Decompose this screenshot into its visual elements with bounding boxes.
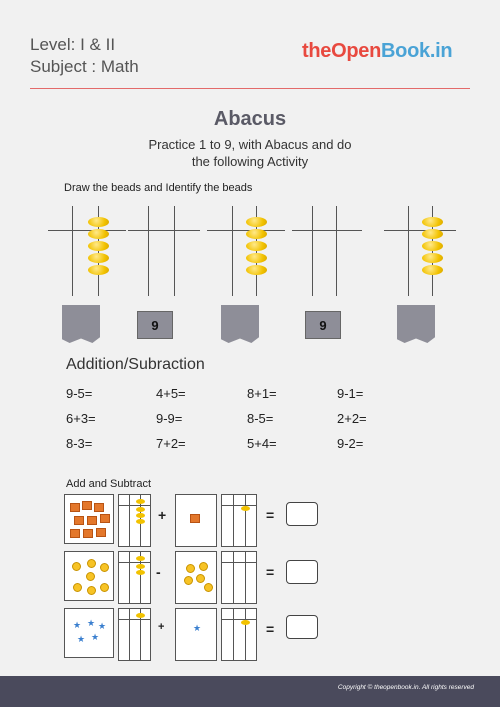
subject-label: Subject : Math bbox=[30, 57, 139, 76]
abacus-card-value: 9 bbox=[137, 311, 173, 339]
addition-heading: Addition/Subraction bbox=[66, 356, 205, 373]
minus-operator: - bbox=[156, 564, 161, 580]
logo: theOpenBook.in bbox=[302, 40, 453, 62]
equation: 9-1= bbox=[337, 386, 364, 401]
footer-bar bbox=[0, 676, 500, 707]
plus-operator: + bbox=[158, 507, 167, 523]
page-title: Abacus bbox=[213, 108, 287, 130]
equation: 4+5= bbox=[156, 386, 186, 401]
add-subtract-heading: Add and Subtract bbox=[66, 478, 152, 490]
header-divider bbox=[30, 88, 470, 89]
equation: 9-5= bbox=[66, 386, 93, 401]
equals-sign: = bbox=[266, 507, 275, 523]
answer-box[interactable] bbox=[286, 502, 318, 526]
page-header bbox=[30, 34, 139, 78]
plus-operator: + bbox=[158, 621, 165, 633]
equals-sign: = bbox=[266, 621, 275, 637]
equation: 9-2= bbox=[337, 436, 364, 451]
answer-box[interactable] bbox=[286, 560, 318, 584]
page-subtitle: Practice 1 to 9, with Abacus and do the following Activity bbox=[148, 137, 352, 169]
equation: 7+2= bbox=[156, 436, 186, 451]
draw-instruction: Draw the beads and Identify the beads bbox=[64, 182, 253, 194]
equation: 9-9= bbox=[156, 411, 183, 426]
level-label: Level: I & II bbox=[30, 35, 116, 54]
abacus-card-value: 9 bbox=[305, 311, 341, 339]
copyright-text: Copyright © theopenbook.in. All rights reserved bbox=[337, 684, 474, 691]
equation: 8+1= bbox=[247, 386, 277, 401]
answer-box[interactable] bbox=[286, 615, 318, 639]
equals-sign: = bbox=[266, 564, 275, 580]
equation: 5+4= bbox=[247, 436, 277, 451]
equation: 8-5= bbox=[247, 411, 274, 426]
equation: 6+3= bbox=[66, 411, 96, 426]
equation: 2+2= bbox=[337, 411, 367, 426]
equation: 8-3= bbox=[66, 436, 93, 451]
